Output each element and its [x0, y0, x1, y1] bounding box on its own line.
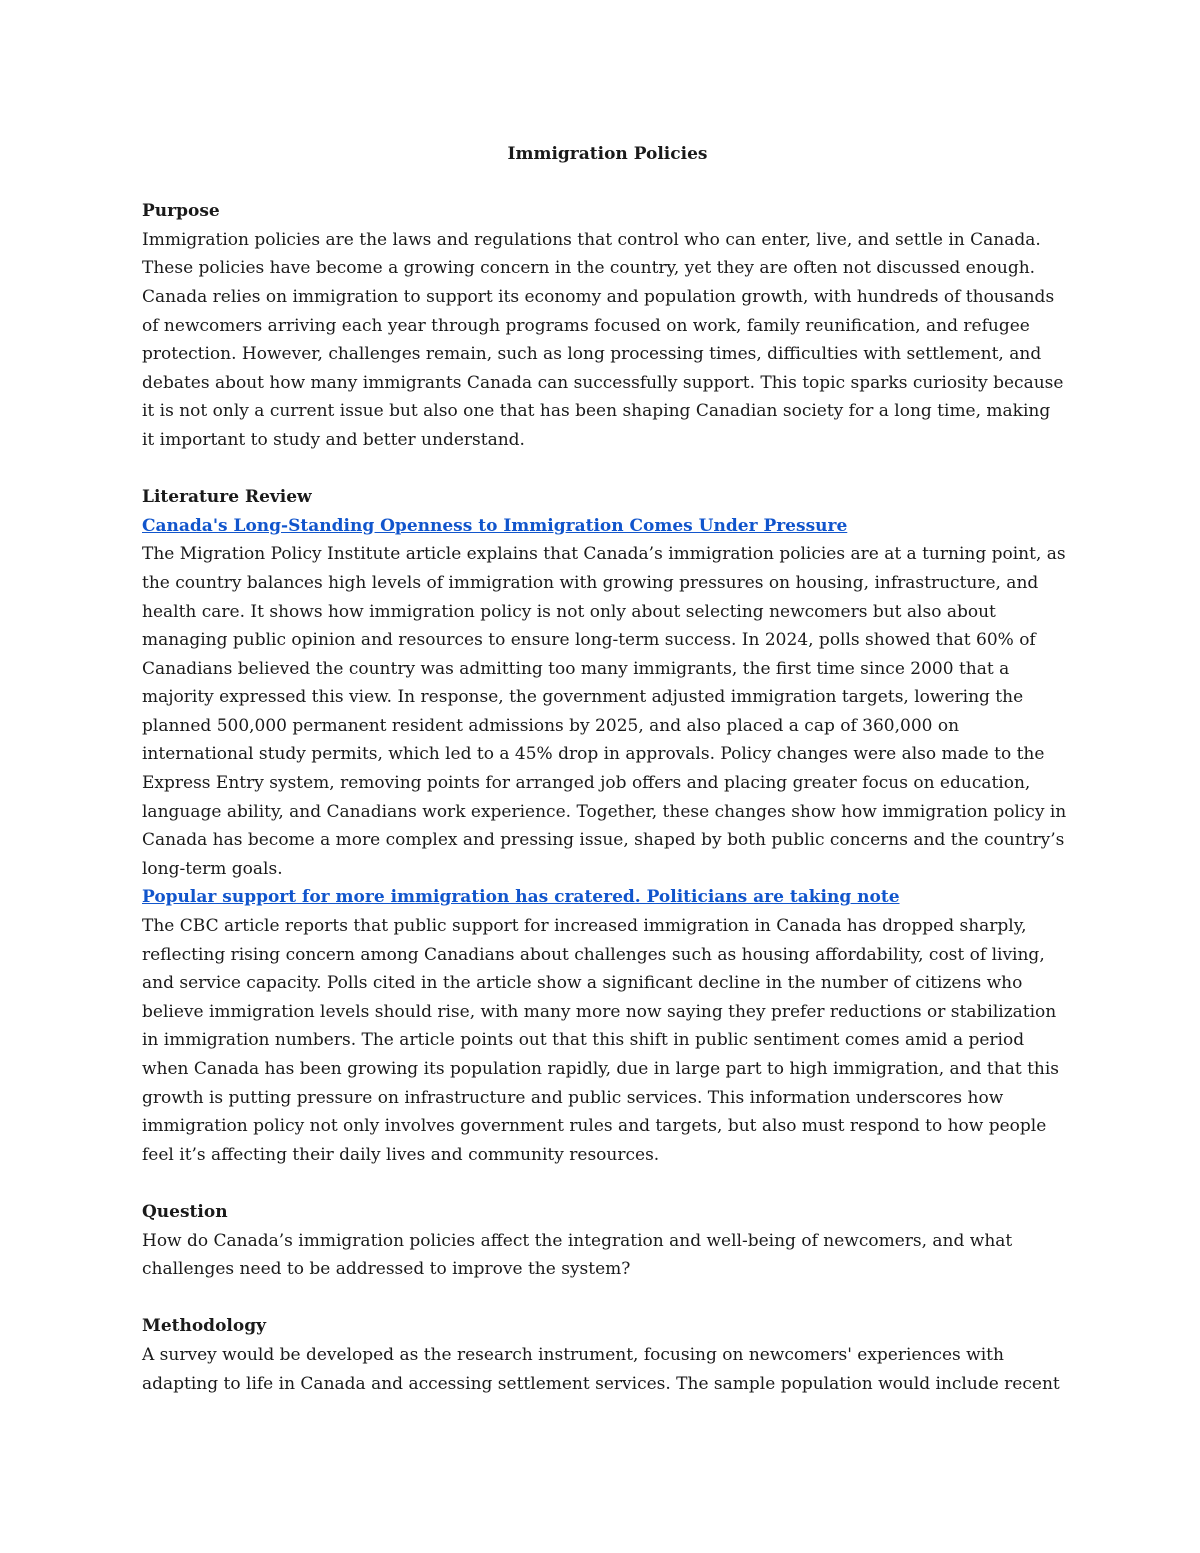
- question-heading: Question: [142, 1201, 228, 1222]
- literature-review-heading: Literature Review: [142, 487, 312, 508]
- purpose-paragraph: Immigration policies are the laws and regulations that control who can enter, live, and settle in Canada. These policies have become a growing concern in the country, yet they are often not discussed enough. Canada relies on immigration to support its economy and population growth, with hundreds of thousands of newcomers arriving each year through programs focused on work, family reunification, and refugee protection. However, challenges remain, such as long processing times, difficulties with settlement, and debates about how many immigrants Canada can successfully support. This topic sparks curiosity because it is not only a current issue but also one that has been shaping Canadian society for a long time, making it important to study and better understand.: [142, 229, 1064, 450]
- source-summary-cbc: The CBC article reports that public support for increased immigration in Canada has dropped sharply, reflecting rising concern among Canadians about challenges such as housing affordability, cost of living, and service capacity. Polls cited in the article show a significant decline in the number of citizens who believe immigration levels should rise, with many more now saying they prefer reductions or stabilization in immigration numbers. The article points out that this shift in public sentiment comes amid a period when Canada has been growing its population rapidly, due in large part to high immigration, and that this growth is putting pressure on infrastructure and public services. This information underscores how immigration policy not only involves government rules and targets, but also must respond to how people feel it’s affecting their daily lives and community resources.: [142, 916, 1060, 1165]
- question-paragraph: How do Canada’s immigration policies affect the integration and well-being of newcomers, and what challenges need to be addressed to improve the system?: [142, 1230, 1013, 1280]
- spacer: [142, 1284, 1067, 1313]
- spacer: [142, 169, 1067, 198]
- source-link-mpi[interactable]: Canada's Long-Standing Openness to Immigration Comes Under Pressure: [142, 515, 848, 536]
- spacer: [142, 1169, 1067, 1198]
- methodology-paragraph: A survey would be developed as the research instrument, focusing on newcomers' experiences with adapting to life in Canada and accessing settlement services. The sample population would include recent: [142, 1344, 1060, 1394]
- spacer: [142, 455, 1067, 484]
- source-link-cbc[interactable]: Popular support for more immigration has cratered. Politicians are taking note: [142, 887, 900, 908]
- purpose-heading: Purpose: [142, 201, 220, 222]
- source-summary-mpi: The Migration Policy Institute article explains that Canada’s immigration policies are at a turning point, as the country balances high levels of immigration with growing pressures on housing, infrastructure, and health care. It shows how immigration policy is not only about selecting newcomers but also about managing public opinion and resources to ensure long-term success. In 2024, polls showed that 60% of Canadians believed the country was admitting too many immigrants, the first time since 2000 that a majority expressed this view. In response, the government adjusted immigration targets, lowering the planned 500,000 permanent resident admissions by 2025, and also placed a cap of 360,000 on international study permits, which led to a 45% drop in approvals. Policy changes were also made to the Express Entry system, removing points for arranged job offers and placing greater focus on education, language ability, and Canadians work experience. Together, these changes show how immigration policy in Canada has become a more complex and pressing issue, shaped by both public concerns and the country’s long-term goals.: [142, 544, 1067, 879]
- methodology-heading: Methodology: [142, 1316, 266, 1337]
- document-title: Immigration Policies: [507, 144, 708, 164]
- document-page: [142, 140, 1067, 1398]
